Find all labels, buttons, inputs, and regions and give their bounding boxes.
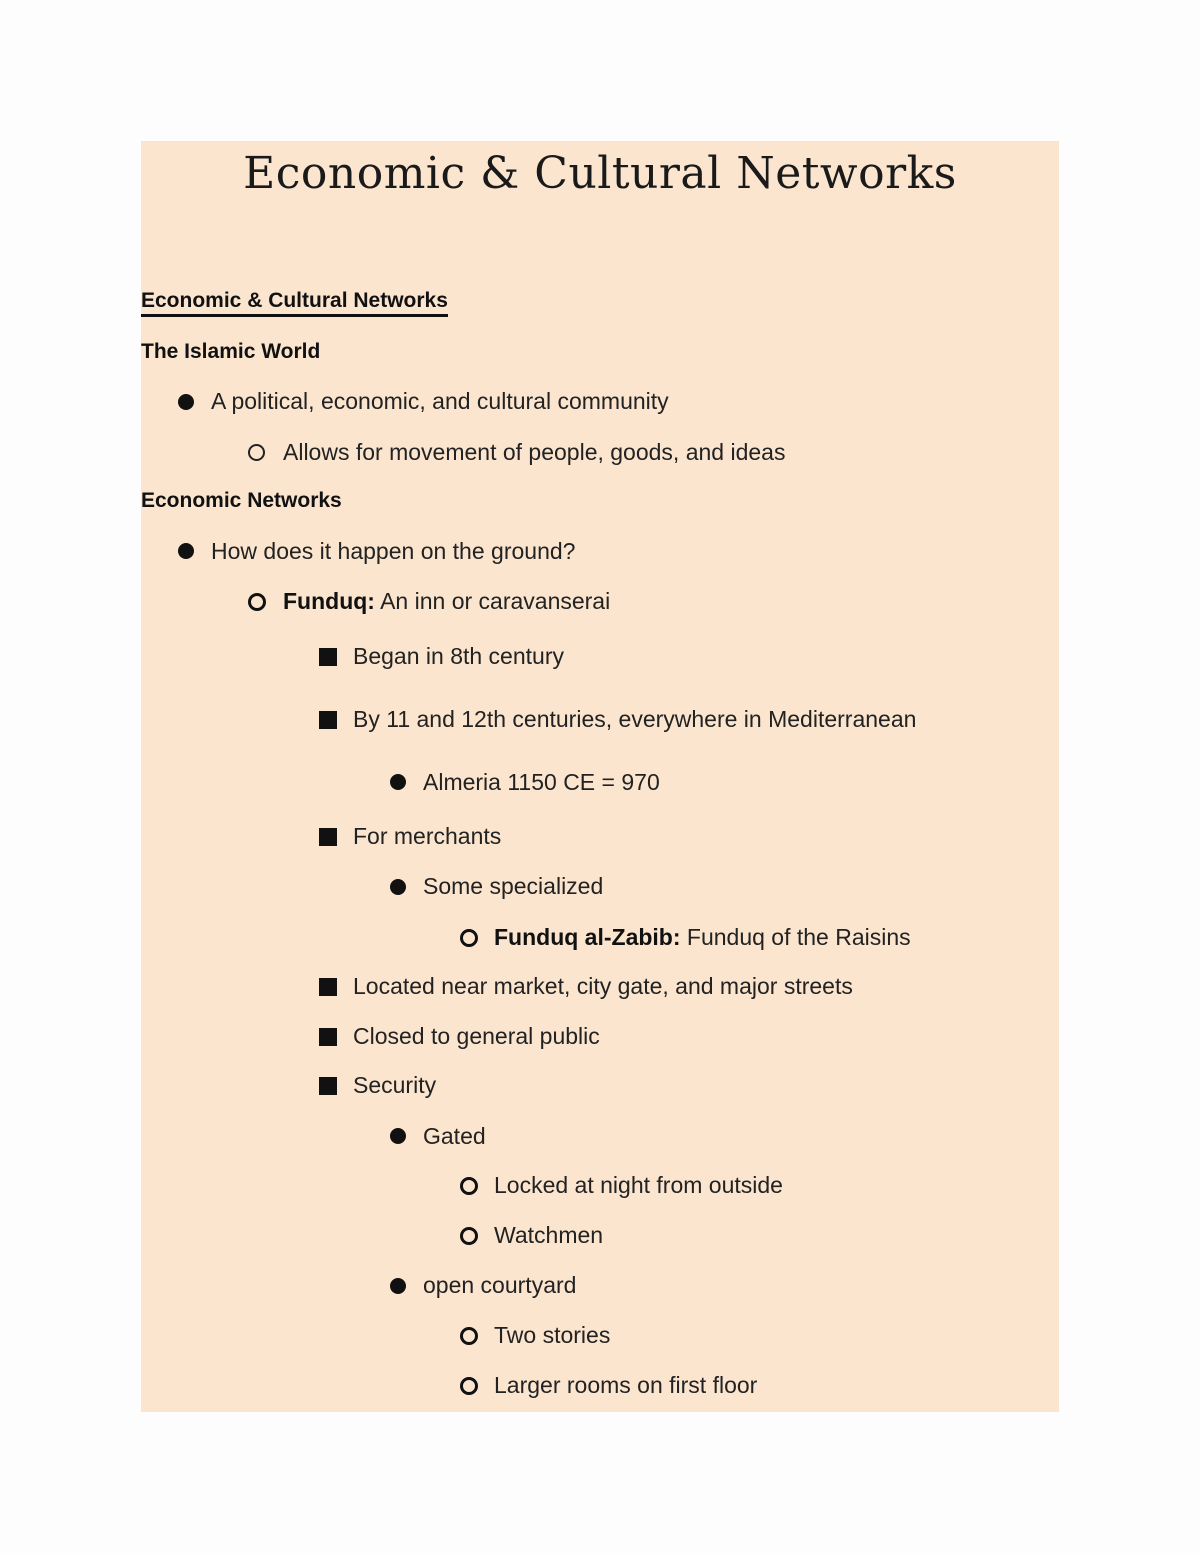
disc-bullet-icon [390,774,406,790]
square-bullet-icon [319,711,337,729]
list-item-funduq-al-zabib [494,922,911,952]
disc-bullet-icon [178,394,194,410]
document-title: Economic & Cultural Networks [243,148,957,199]
list-item-funduq [283,586,610,616]
circle-bullet-icon [460,1327,478,1345]
term-funduq-al-zabib: Funduq al-Zabib: [494,924,681,950]
heading-islamic-world: The Islamic World [141,340,321,363]
list-item: Began in 8th century [353,643,564,669]
list-item: Allows for movement of people, goods, and ideas [283,439,786,465]
list-item: Locked at night from outside [494,1172,783,1198]
list-item: Some specialized [423,873,604,899]
definition-funduq-al-zabib: Funduq of the Raisins [680,924,911,950]
list-item: How does it happen on the ground? [211,538,576,564]
list-item: Watchmen [494,1222,604,1248]
list-item: Closed to general public [353,1023,600,1049]
disc-bullet-icon [390,1278,406,1294]
circle-bullet-icon [460,1227,478,1245]
disc-bullet-icon [390,879,406,895]
disc-bullet-icon [390,1128,406,1144]
square-bullet-icon [319,1028,337,1046]
square-bullet-icon [319,648,337,666]
square-bullet-icon [319,1077,337,1095]
list-item: Gated [423,1123,486,1149]
square-bullet-icon [319,978,337,996]
circle-bullet-icon [248,593,266,611]
list-item: By 11 and 12th centuries, everywhere in Mediterranean [353,706,917,732]
list-item: open courtyard [423,1272,577,1298]
list-item: Security [353,1072,437,1098]
definition-funduq: An inn or caravanserai [374,588,611,614]
circle-bullet-icon [460,1377,478,1395]
heading-economic-networks: Economic Networks [141,489,342,512]
disc-bullet-icon [178,543,194,559]
list-item: For merchants [353,823,502,849]
circle-bullet-icon [460,1177,478,1195]
list-item: Two stories [494,1322,611,1348]
list-item: Larger rooms on first floor [494,1372,758,1398]
list-item: Located near market, city gate, and major streets [353,973,853,999]
circle-bullet-icon [248,444,265,461]
term-funduq: Funduq: [283,588,375,614]
circle-bullet-icon [460,929,478,947]
list-item: Almeria 1150 CE = 970 [423,769,660,795]
list-item: A political, economic, and cultural community [211,388,669,414]
section-heading-text: Economic & Cultural Networks [141,289,448,317]
square-bullet-icon [319,828,337,846]
section-heading [141,286,448,316]
